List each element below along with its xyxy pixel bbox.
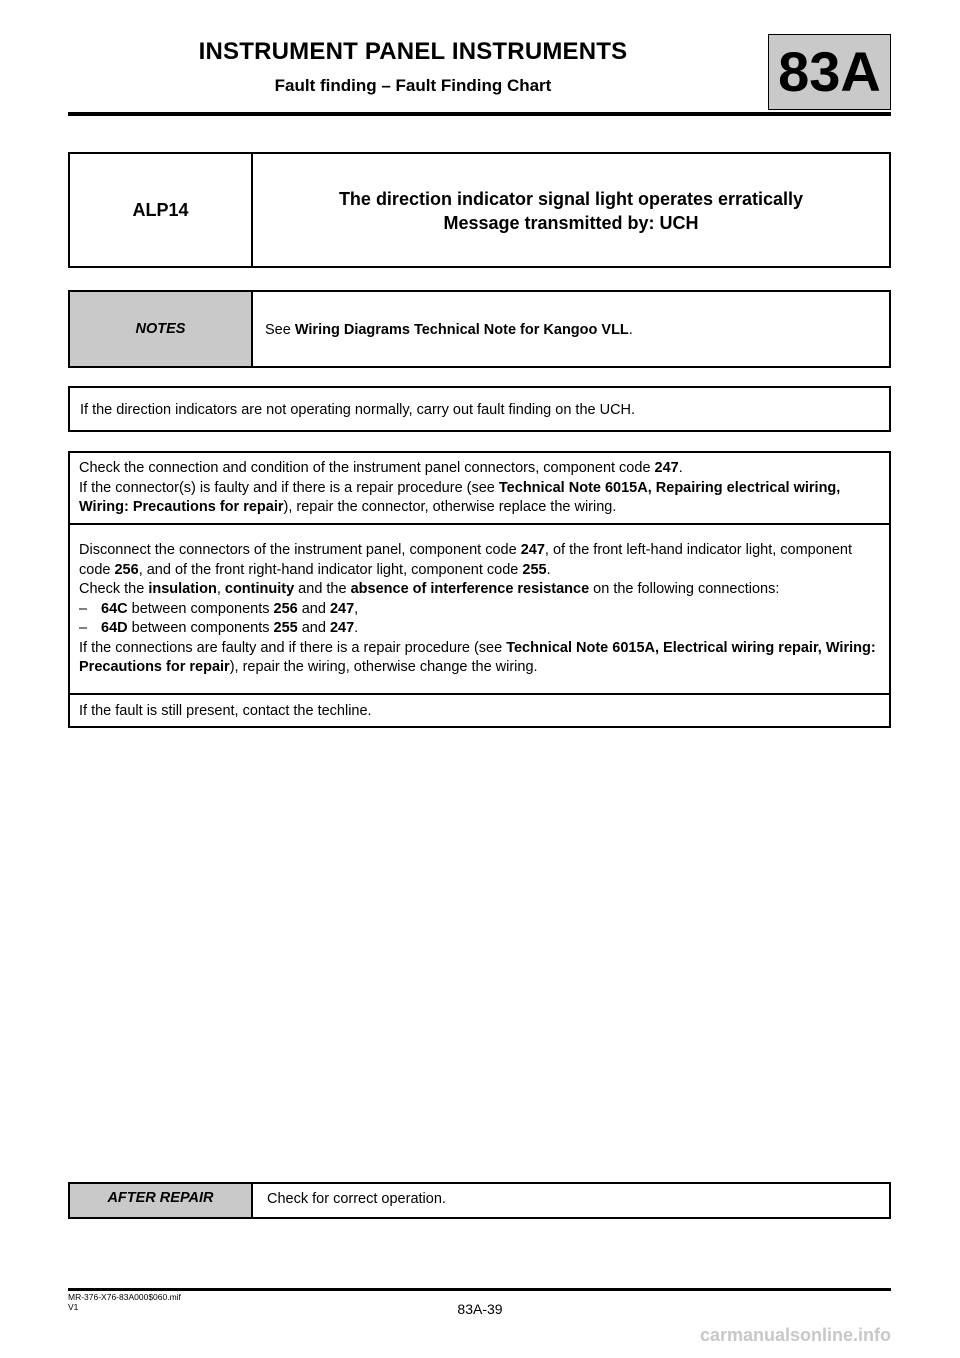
component-code: 247 <box>520 542 545 558</box>
section-code-badge: 83A <box>768 34 891 110</box>
page-subtitle: Fault finding – Fault Finding Chart <box>274 76 552 95</box>
notes-label: NOTES <box>70 292 253 366</box>
step1-text: If the connector(s) is faulty and if there is a repair procedure (see <box>79 479 499 496</box>
footer-divider <box>68 1288 891 1291</box>
step2-text: and the <box>294 581 351 597</box>
step1-text: . <box>678 460 683 476</box>
notes-text <box>253 292 889 366</box>
step-check-wiring <box>70 525 889 695</box>
check-term: insulation <box>148 581 217 597</box>
component-code: 247 <box>654 460 679 476</box>
notes-table <box>68 290 891 368</box>
step2-text: on the following connections: <box>589 581 780 597</box>
step2-text: and <box>297 620 330 636</box>
step-contact-techline: If the fault is still present, contact the techline. <box>79 703 372 719</box>
after-repair-text: Check for correct operation. <box>267 1191 446 1207</box>
check-term: continuity <box>224 581 295 597</box>
alp-title <box>253 154 889 266</box>
step2-text: between components <box>127 600 274 617</box>
step2-text: between components <box>127 620 274 636</box>
page-title: INSTRUMENT PANEL INSTRUMENTS <box>198 38 628 65</box>
alp-code: ALP14 <box>70 154 253 266</box>
step2-text: , and of the front right-hand indicator light, component code <box>138 561 523 578</box>
step2-text: . <box>354 620 359 636</box>
notes-reference: Wiring Diagrams Technical Note for Kangoo VLL <box>294 322 629 338</box>
page-number: 83A-39 <box>457 1301 503 1317</box>
check-term: absence of interference resistance <box>350 581 590 597</box>
after-repair-label: AFTER REPAIR <box>70 1184 253 1217</box>
step2-text: . <box>546 561 551 578</box>
step2-text: , of the front left-hand indicator light, component code <box>79 542 853 578</box>
watermark: carmanualsonline.info <box>700 1325 892 1345</box>
step2-text: , <box>354 600 359 617</box>
component-code: 247 <box>329 600 355 617</box>
step-check-connectors <box>70 453 889 525</box>
step2-text: , <box>216 581 225 597</box>
connection-code: 64D <box>101 620 128 636</box>
step2-text: and <box>297 600 330 617</box>
step2-text: Disconnect the connectors of the instrument panel, component code <box>79 542 521 558</box>
step2-text: If the connections are faulty and if there is a repair procedure (see <box>79 639 507 656</box>
step1-text: Check the connection and condition of the instrument panel connectors, component code <box>79 460 655 476</box>
footer-reference <box>68 1292 181 1312</box>
notes-text-suffix: . <box>628 322 633 338</box>
list-dash: – <box>79 600 88 617</box>
component-code: 256 <box>114 561 139 578</box>
component-code: 255 <box>522 561 547 578</box>
technical-note-reference: Technical Note 6015A, Repairing electrical wiring, Wiring: Precautions for repair <box>79 479 841 515</box>
after-repair-table <box>68 1182 891 1219</box>
step2-text: Check the <box>79 581 149 597</box>
alp-title-line-1: The direction indicator signal light operates erratically <box>338 189 804 209</box>
component-code: 247 <box>329 620 355 636</box>
step1-text: ), repair the connector, otherwise replace the wiring. <box>283 499 617 515</box>
alp-title-line-2: Message transmitted by: UCH <box>443 213 699 233</box>
component-code: 255 <box>273 620 298 636</box>
footer-file-ref: MR-376-X76-83A000$060.mif <box>68 1292 181 1302</box>
alp-header-table <box>68 152 891 268</box>
header-divider <box>68 112 891 116</box>
intro-text: If the direction indicators are not operating normally, carry out fault finding on the UCH. <box>68 386 891 432</box>
connection-code: 64C <box>101 600 128 617</box>
fault-steps-table <box>68 451 891 728</box>
technical-note-reference: Technical Note 6015A, Electrical wiring repair, Wiring: Precautions for repair <box>79 639 876 675</box>
notes-text-prefix: See <box>265 322 295 338</box>
component-code: 256 <box>273 600 298 617</box>
footer-version: V1 <box>68 1302 79 1312</box>
list-dash: – <box>79 620 88 636</box>
step2-text: ), repair the wiring, otherwise change the wiring. <box>229 659 538 675</box>
